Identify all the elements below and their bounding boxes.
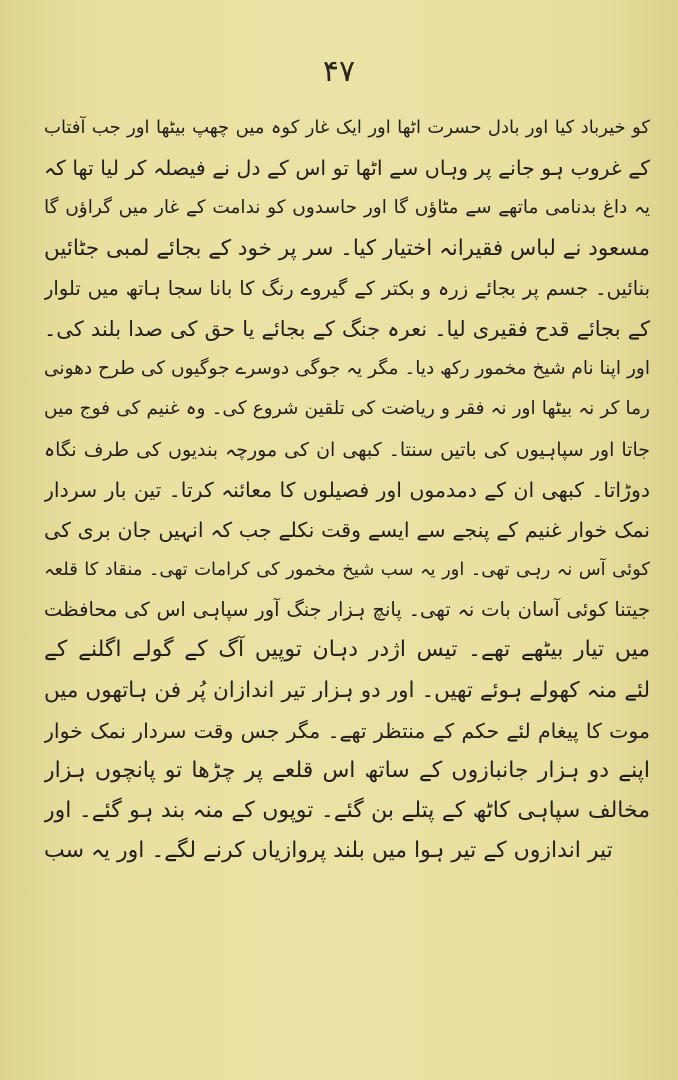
text-line: کے بجائے قدح فقیری لیا۔ نعرہ جنگ کے بجائے یا حق کی صدا بلند کی۔ [44,316,650,341]
text-line: موت کا پیغام لئے حکم کے منتظر تھے۔ مگر جس وقت سردار نمک خوار [44,718,650,743]
text-line: اور اپنا نام شیخ مخمور رکھ دیا۔ مگر یہ جوگی دوسرے جوگیوں کی طرح دھونی [44,358,650,380]
text-line: نمک خوار غنیم کے پنجے سے ایسے وقت نکلے جب کہ انہیں جان بری کی [44,517,650,542]
text-line: تیر اندازوں کے تیر ہوا میں بلند پروازیاں کرنے لگے۔ اور یہ سب [44,838,613,864]
text-line: یہ داغ بدنامی ماتھے سے مٹاؤں گا اور حاسدوں کو ندامت کے غار میں گراؤں گا [44,197,650,219]
text-line: جیتنا کوئی آسان بات نہ تھی۔ پانچ ہزار جنگ آور سپاہی اس کی محافظت [44,598,650,622]
body-text [44,108,650,872]
text-line: دوڑاتا۔ کبھی ان کے دمدموں اور فصیلوں کا معائنہ کرتا۔ تین بار سردار [44,477,650,502]
text-line: رما کر نہ بیٹھا اور نہ فقر و ریاضت کی تلقین شروع کی۔ وہ غنیم کی فوج میں [44,398,650,420]
text-line: لئے منہ کھولے ہوئے تھیں۔ اور دو ہزار تیر اندازان پُر فن ہاتھوں میں [44,677,650,703]
text-line: کے غروب ہو جانے پر وہاں سے اٹھا تو اس کے دل نے فیصلہ کر لیا تھا کہ [44,156,650,181]
text-line: میں تیار بیٹھے تھے۔ تیس اژدر دہان توپیں آگ کے گولے اگلنے کے [44,637,650,663]
text-line: مسعود نے لباس فقیرانہ اختیار کیا۔ سر پر خود کے بجائے لمبی جٹائیں [44,235,650,261]
text-line: مخالف سپاہی کاٹھ کے پتلے بن گئے۔ توپوں کے منہ بند ہو گئے۔ اور [44,798,650,824]
text-line: کو خیرباد کیا اور بادل حسرت اٹھا اور ایک غار کوہ میں چھپ بیٹھا اور جب آفتاب [44,117,650,138]
text-line: اپنے دو ہزار جانبازوں کے ساتھ اس قلعے پر چڑھا تو پانچوں ہزار [44,758,650,783]
page-number: ۴۷ [322,54,356,89]
text-line: بنائیں۔ جسم پر بجائے زرہ و بکتر کے گیروے رنگ کا بانا سجا ہاتھ میں تلوار [44,276,650,300]
text-line: کوئی آس نہ رہی تھی۔ اور یہ سب شیخ مخمور کی کرامات تھی۔ منقاد کا قلعہ [44,559,650,581]
text-line: جاتا اور سپاہیوں کی باتیں سنتا۔ کبھی ان کی مورچہ بندیوں کی طرف نگاہ [44,438,650,461]
